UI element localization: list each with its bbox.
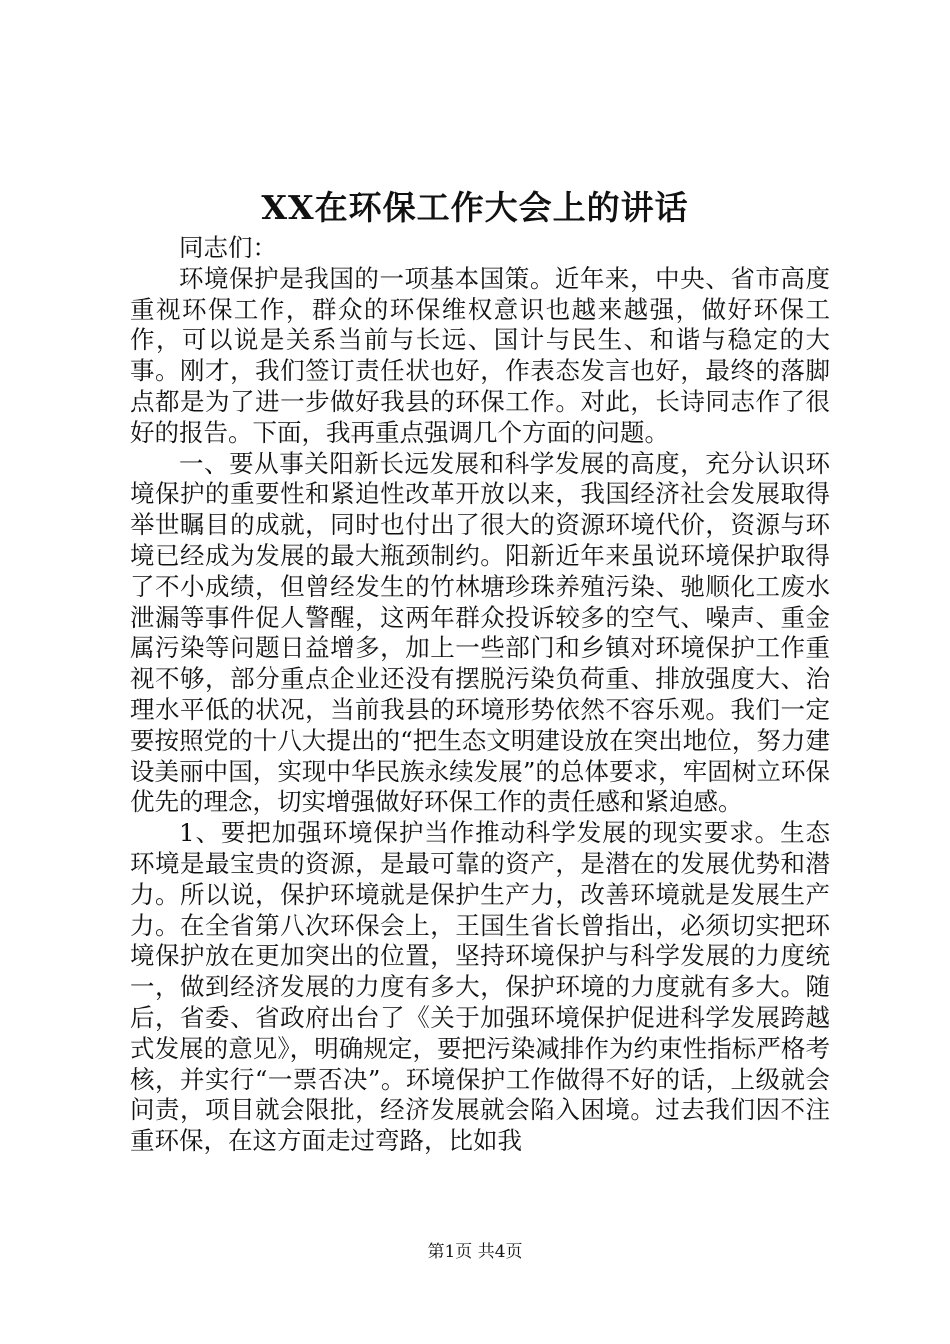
page-number-footer: 第1页 共4页 <box>427 1242 523 1262</box>
paragraph-point-one: 1、要把加强环境保护当作推动科学发展的现实要求。生态环境是最宝贵的资源，是最可靠的资产，是潜在的发展优势和潜力。所以说，保护环境就是保护生产力，改善环境就是发展生产力。在全省第八次环保会上，王国生省长曾指出，必须切实把环境保护放在更加突出的位置，坚持环境保护与科学发展的力度统一，做到经济发展的力度有多大，保护环境的力度就有多大。随后，省委、省政府出台了《关于加强环境保护促进科学发展跨越式发展的意见》，明确规定，要把污染减排作为约束性指标严格考核，并实行“一票否决”。环境保护工作做得不好的话，上级就会问责，项目就会限批，经济发展就会陷入困境。过去我们因不注重环保，在这方面走过弯路，比如我 <box>130 818 830 1156</box>
document-title: XX在环保工作大会上的讲话 <box>261 188 689 227</box>
paragraph-section-one: 一、要从事关阳新长远发展和科学发展的高度，充分认识环境保护的重要性和紧迫性改革开放以来，我国经济社会发展取得举世瞩目的成就，同时也付出了很大的资源环境代价，资源与环境已经成为发展的最大瓶颈制约。阳新近年来虽说环境保护取得了不小成绩，但曾经发生的竹林塘珍珠养殖污染、驰顺化工废水泄漏等事件促人警醒，这两年群众投诉较多的空气、噪声、重金属污染等问题日益增多，加上一些部门和乡镇对环境保护工作重视不够，部分重点企业还没有摆脱污染负荷重、排放强度大、治理水平低的状况，当前我县的环境形势依然不容乐观。我们一定要按照党的十八大提出的“把生态文明建设放在突出地位，努力建设美丽中国，实现中华民族永续发展”的总体要求，牢固树立环保优先的理念，切实增强做好环保工作的责任感和紧迫感。 <box>130 448 830 817</box>
paragraph-intro: 环境保护是我国的一项基本国策。近年来，中央、省市高度重视环保工作，群众的环保维权意识也越来越强，做好环保工作，可以说是关系当前与长远、国计与民生、和谐与稳定的大事。刚才，我们签订责任状也好，作表态发言也好，最终的落脚点都是为了进一步做好我县的环保工作。对此，长诗同志作了很好的报告。下面，我再重点强调几个方面的问题。 <box>130 263 830 447</box>
salutation: 同志们： <box>179 233 277 262</box>
document-body <box>130 233 830 1157</box>
